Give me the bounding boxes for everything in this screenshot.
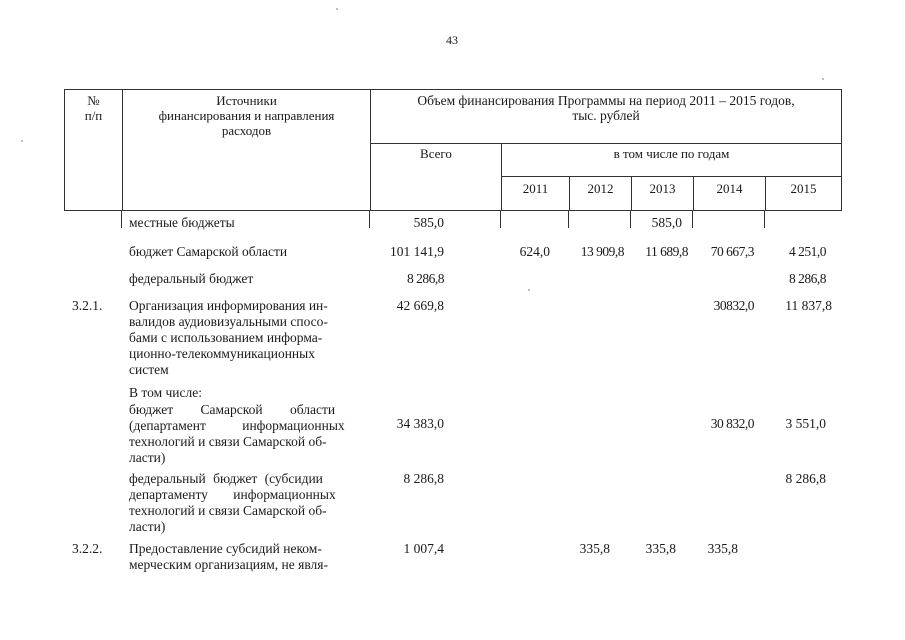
column-divider <box>764 210 765 228</box>
row-total: 101 141,9 <box>390 244 444 259</box>
header-year-2015: 2015 <box>790 181 817 196</box>
row-source: федеральный бюджет <box>129 271 254 286</box>
header-year-2012: 2012 <box>587 181 614 196</box>
table-header <box>64 89 842 211</box>
header-year-2013: 2013 <box>649 181 676 196</box>
row-2014: 335,8 <box>707 541 738 556</box>
header-year-2014: 2014 <box>716 181 743 196</box>
scan-speck <box>336 8 338 10</box>
scan-speck <box>528 289 530 291</box>
row-2015: 3 551,0 <box>785 416 826 431</box>
header-col-volume: Объем финансирования Программы на период 2011 – 2015 годов, тыс. рублей <box>417 93 795 123</box>
row-2015: 4 251,0 <box>789 244 826 259</box>
scan-speck <box>21 140 23 142</box>
row-source: бюджет Самарской области <box>129 244 288 259</box>
row-2014: 30 832,0 <box>710 416 754 431</box>
column-divider <box>692 210 693 228</box>
header-col-total: Всего <box>420 146 452 161</box>
row-total: 585,0 <box>413 215 444 230</box>
column-divider <box>500 210 501 228</box>
row-source: местные бюджеты <box>129 215 235 230</box>
header-col-by-years: в том числе по годам <box>613 146 730 161</box>
row-source: Организация информирования ин- валидов аудиовизуальными спосо- бами с использованием информа- ционно-телекоммуникационных систем <box>129 298 328 377</box>
row-number: 3.2.2. <box>72 541 103 556</box>
row-2011: 624,0 <box>519 244 550 259</box>
header-divider <box>501 176 841 177</box>
page-number: 43 <box>446 33 458 47</box>
row-total: 34 383,0 <box>396 416 444 431</box>
row-source: Предоставление субсидий неком- мерческим организациям, не явля- <box>129 541 328 572</box>
row-2013: 11 689,8 <box>645 244 688 259</box>
header-col-no: № п/п <box>84 93 103 123</box>
row-2015: 11 837,8 <box>785 298 832 313</box>
column-divider <box>568 210 569 228</box>
row-2015: 8 286,8 <box>785 471 826 486</box>
row-total: 8 286,8 <box>407 271 444 286</box>
row-2013: 335,8 <box>645 541 676 556</box>
row-source: федеральный бюджет (субсидии департаменту информационных технологий и связи Самарской об- ласти) <box>129 471 336 534</box>
row-source: бюджет Самарской области (департамент информационных технологий и связи Самарской об- ласти) <box>129 402 345 465</box>
header-divider <box>370 143 841 144</box>
row-total: 42 669,8 <box>396 298 444 313</box>
header-year-2011: 2011 <box>522 181 549 196</box>
row-2015: 8 286,8 <box>789 271 826 286</box>
row-2014: 30832,0 <box>713 298 754 313</box>
column-divider <box>369 210 370 228</box>
row-2012: 13 909,8 <box>580 244 624 259</box>
scan-speck <box>822 78 824 80</box>
row-total: 8 286,8 <box>403 471 444 486</box>
row-subheading: В том числе: <box>129 385 202 400</box>
row-2013: 585,0 <box>651 215 682 230</box>
row-2012: 335,8 <box>579 541 610 556</box>
header-col-sources: Источники финансирования и направления расходов <box>158 93 335 138</box>
row-number: 3.2.1. <box>72 298 103 313</box>
column-divider <box>121 210 122 228</box>
row-2014: 70 667,3 <box>710 244 754 259</box>
row-total: 1 007,4 <box>403 541 444 556</box>
